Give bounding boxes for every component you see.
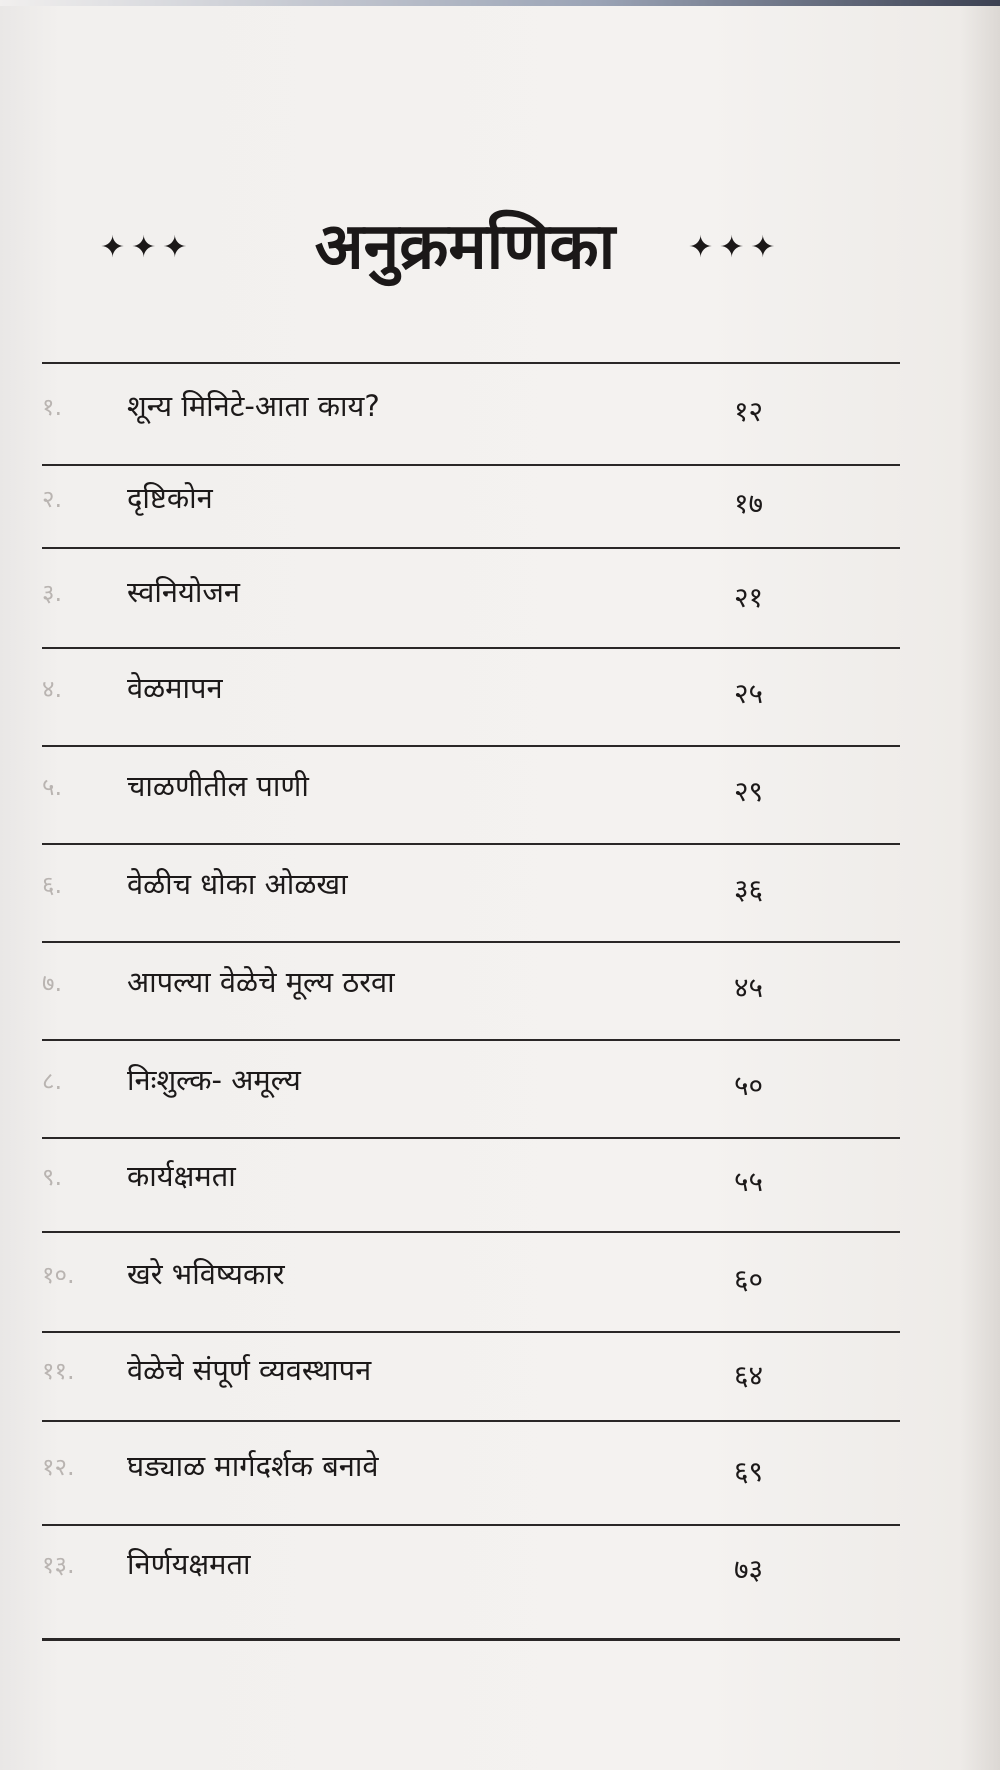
toc-entry xyxy=(42,1440,900,1500)
chapter-title: निर्णयक्षमता xyxy=(127,1547,251,1581)
toc-entry xyxy=(42,566,900,626)
toc-divider xyxy=(42,547,900,549)
chapter-page: २९ xyxy=(734,775,764,808)
toc-divider xyxy=(42,1039,900,1041)
chapter-title: निःशुल्क- अमूल्य xyxy=(127,1063,301,1097)
chapter-title: कार्यक्षमता xyxy=(127,1159,236,1193)
toc-entry xyxy=(42,1150,900,1210)
toc-entry xyxy=(42,760,900,820)
chapter-page: ७३ xyxy=(734,1553,764,1586)
chapter-title: दृष्टिकोन xyxy=(127,481,213,515)
toc-entry xyxy=(42,1538,900,1598)
chapter-title: वेळीच धोका ओळखा xyxy=(127,867,348,901)
chapter-page: ६४ xyxy=(734,1359,764,1392)
toc-entry xyxy=(42,1248,900,1308)
chapter-page: ६९ xyxy=(734,1455,764,1488)
toc-entry xyxy=(42,1054,900,1114)
toc-entry xyxy=(42,956,900,1016)
chapter-number: ६. xyxy=(42,871,63,899)
chapter-number: ७. xyxy=(42,969,63,997)
toc-divider xyxy=(42,1331,900,1333)
chapter-title: स्वनियोजन xyxy=(127,575,240,609)
chapter-number: ३. xyxy=(42,579,63,607)
chapter-title: शून्य मिनिटे-आता काय? xyxy=(127,389,380,423)
chapter-number: १३. xyxy=(42,1551,75,1579)
chapter-number: ५. xyxy=(42,773,63,801)
chapter-number: ४. xyxy=(42,675,63,703)
chapter-title: चाळणीतील पाणी xyxy=(127,769,309,803)
toc-divider xyxy=(42,1231,900,1233)
chapter-title: घड्याळ मार्गदर्शक बनावे xyxy=(127,1449,379,1483)
page-top-edge xyxy=(0,0,1000,6)
chapter-number: ११. xyxy=(42,1357,75,1385)
toc-divider xyxy=(42,843,900,845)
toc-divider xyxy=(42,1137,900,1139)
toc-bottom-rule xyxy=(42,1638,900,1641)
chapter-page: २५ xyxy=(734,677,764,710)
toc-entry xyxy=(42,662,900,722)
toc-divider xyxy=(42,362,900,364)
toc-entry xyxy=(42,858,900,918)
chapter-page: ३६ xyxy=(734,873,764,906)
heading xyxy=(0,200,1000,310)
toc-divider xyxy=(42,647,900,649)
chapter-title: आपल्या वेळेचे मूल्य ठरवा xyxy=(127,965,395,999)
toc-entry xyxy=(42,380,900,440)
chapter-page: १२ xyxy=(734,395,764,428)
chapter-page: ४५ xyxy=(734,971,764,1004)
page-title: अनुक्रमणिका xyxy=(314,210,616,284)
chapter-number: ९. xyxy=(42,1163,63,1191)
ornament-right: ✦✦✦ xyxy=(688,230,782,265)
chapter-page: २१ xyxy=(734,581,764,614)
toc-divider xyxy=(42,1524,900,1526)
toc-entry xyxy=(42,472,900,532)
chapter-number: २. xyxy=(42,485,63,513)
chapter-page: ६० xyxy=(734,1263,764,1296)
chapter-page: ५० xyxy=(734,1069,764,1102)
toc-divider xyxy=(42,745,900,747)
chapter-title: वेळमापन xyxy=(127,671,223,705)
chapter-page: १७ xyxy=(734,487,764,520)
chapter-number: १०. xyxy=(42,1261,75,1289)
chapter-title: वेळेचे संपूर्ण व्यवस्थापन xyxy=(127,1353,372,1387)
toc-divider xyxy=(42,1420,900,1422)
chapter-number: १२. xyxy=(42,1453,75,1481)
toc-divider xyxy=(42,464,900,466)
toc-entry xyxy=(42,1344,900,1404)
chapter-title: खरे भविष्यकार xyxy=(127,1257,285,1291)
ornament-left: ✦✦✦ xyxy=(100,230,194,265)
table-of-contents xyxy=(42,362,900,1642)
chapter-number: ८. xyxy=(42,1067,63,1095)
chapter-number: १. xyxy=(42,393,63,421)
chapter-page: ५५ xyxy=(734,1165,764,1198)
toc-divider xyxy=(42,941,900,943)
